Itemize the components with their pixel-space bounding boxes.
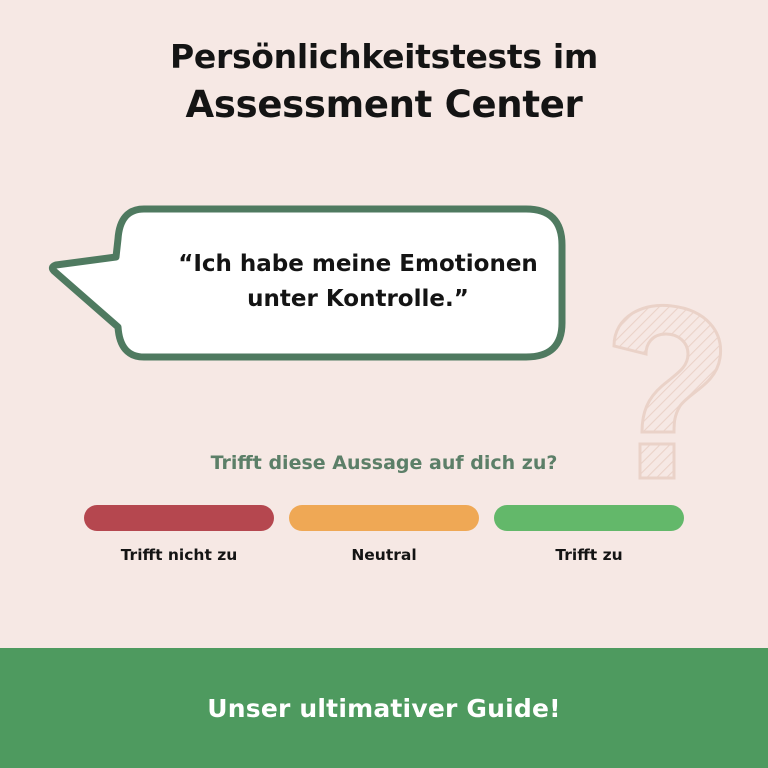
scale-option-negative[interactable] <box>84 505 274 564</box>
scale-bar-neutral[interactable] <box>289 505 479 531</box>
footer-cta[interactable]: Unser ultimativer Guide! <box>207 693 561 723</box>
scale-option-positive[interactable] <box>494 505 684 564</box>
bubble-quote-line-1: “Ich habe meine Emotionen <box>178 251 538 277</box>
scale-label-negative: Trifft nicht zu <box>120 546 238 564</box>
footer-band <box>0 648 768 768</box>
bubble-quote <box>128 247 588 316</box>
bubble-quote-line-2: unter Kontrolle.” <box>247 285 469 312</box>
speech-bubble <box>48 205 568 365</box>
rating-scale <box>84 505 684 564</box>
title-line-1: Persönlichkeitstests im <box>170 37 598 76</box>
scale-bar-positive[interactable] <box>494 505 684 531</box>
scale-prompt: Trifft diese Aussage auf dich zu? <box>210 452 558 474</box>
scale-bar-negative[interactable] <box>84 505 274 531</box>
scale-label-neutral: Neutral <box>351 546 417 564</box>
scale-label-positive: Trifft zu <box>555 546 623 564</box>
scale-option-neutral[interactable] <box>289 505 479 564</box>
title-line-2: Assessment Center <box>185 83 583 127</box>
page-title <box>0 36 768 129</box>
